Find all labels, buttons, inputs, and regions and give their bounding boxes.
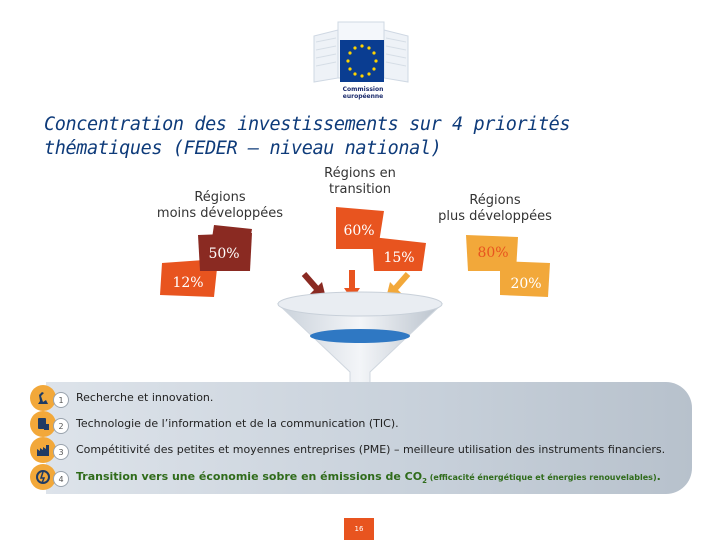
- priority-4-end: .: [656, 470, 661, 483]
- pct-less-developed-secondary: 12%: [172, 275, 204, 291]
- priority-number: 2: [53, 418, 69, 434]
- priority-4-sub: 2: [422, 477, 427, 486]
- priority-number: 1: [53, 392, 69, 408]
- label-transition: [312, 166, 408, 198]
- page-title: [44, 113, 664, 161]
- page-number: 16: [344, 518, 374, 540]
- pct-transition-main: 60%: [343, 223, 375, 239]
- title-line-1: Concentration des investissements sur 4 priorités: [44, 114, 571, 135]
- label-transition-line1: Régions en: [324, 166, 396, 181]
- pct-less-developed-main: 50%: [208, 246, 240, 262]
- priority-2-text: Technologie de l’information et de la communication (TIC).: [76, 417, 399, 430]
- label-more-developed-line1: Régions: [469, 193, 521, 208]
- priority-number: 3: [53, 444, 69, 460]
- logo-line-2: européenne: [342, 93, 384, 100]
- label-less-developed-line2: moins développées: [156, 206, 284, 221]
- ec-logo: [308, 6, 414, 102]
- label-less-developed-line1: Régions: [194, 190, 246, 205]
- logo-wordmark: [338, 86, 388, 100]
- pct-transition-secondary: 15%: [383, 250, 415, 266]
- logo-line-1: Commission: [342, 86, 384, 93]
- title-line-2: thématiques (FEDER – niveau national): [44, 138, 442, 159]
- priority-4-text: [76, 470, 661, 485]
- label-more-developed-line2: plus développées: [438, 209, 552, 224]
- priority-number: 4: [53, 471, 69, 487]
- pct-more-developed-main: 80%: [477, 245, 509, 261]
- label-transition-line2: transition: [329, 182, 391, 197]
- priority-1-text: Recherche et innovation.: [76, 391, 214, 404]
- priority-4-small: (efficacité énergétique et énergies renouvelables): [426, 473, 657, 482]
- pct-more-developed-secondary: 20%: [510, 276, 542, 292]
- priority-4-main: Transition vers une économie sobre en émissions de CO: [76, 470, 423, 483]
- priority-3-text: Compétitivité des petites et moyennes entreprises (PME) – meilleure utilisation des instruments financiers.: [76, 443, 666, 456]
